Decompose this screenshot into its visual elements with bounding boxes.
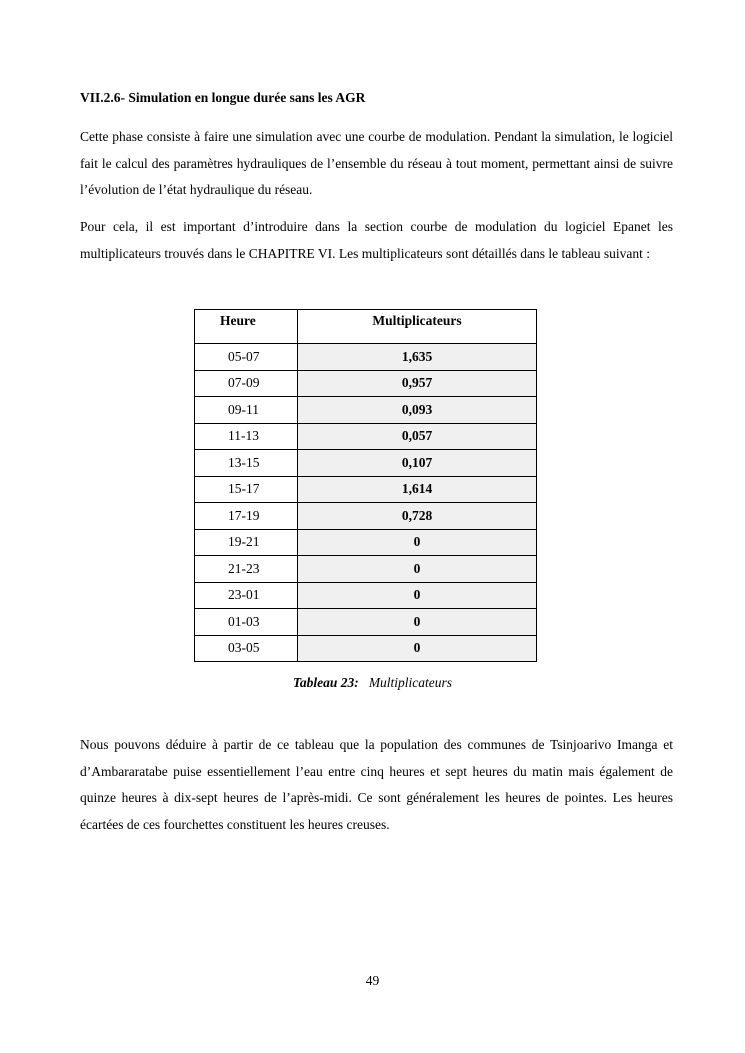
multiplicateur-cell: 0 [298,582,537,609]
heure-cell: 01-03 [195,609,298,636]
multiplicateur-cell: 0,093 [298,397,537,424]
conclusion-paragraph: Nous pouvons déduire à partir de ce tableau que la population des communes de Tsinjoarivo Imanga et d’Ambararatabe puise essentiellement l’eau entre cinq heures et sept heures du matin mais également de quinze heures à dix-sept heures de l’après-midi. Ce sont généralement les heures de pointes. Les heures écartées de ces fourchettes constituent les heures creuses. [80,737,673,832]
multiplicateur-cell: 0 [298,529,537,556]
page-number: 49 [365,973,380,988]
table-row [195,397,537,424]
table-row [195,476,537,503]
table-row [195,609,537,636]
table-row [195,556,537,583]
heure-cell: 19-21 [195,529,298,556]
section-heading: VII.2.6- Simulation en longue durée sans les AGR [80,90,366,105]
table-row [195,582,537,609]
method-paragraph: Pour cela, il est important d’introduire dans la section courbe de modulation du logiciel Epanet les multiplicateurs trouvés dans le CHAPITRE VI. Les multiplicateurs sont détaillés dans le tableau suivant : [80,219,673,261]
table-row [195,529,537,556]
multiplicateur-cell: 1,635 [298,344,537,371]
multiplicateur-cell: 0 [298,609,537,636]
heure-cell: 15-17 [195,476,298,503]
intro-paragraph: Cette phase consiste à faire une simulation avec une courbe de modulation. Pendant la simulation, le logiciel fait le calcul des paramètres hydrauliques de l’ensemble du réseau à tout moment, permettant ainsi de suivre l’évolution de l’état hydraulique du réseau. [80,129,673,197]
heure-cell: 13-15 [195,450,298,477]
caption-label: Tableau 23: [292,675,359,690]
heure-cell: 23-01 [195,582,298,609]
table-row [195,344,537,371]
heure-cell: 17-19 [195,503,298,530]
multiplicateur-cell: 0,957 [298,370,537,397]
header-heure: Heure [195,310,298,344]
multiplicateurs-table [194,309,537,662]
heure-cell: 21-23 [195,556,298,583]
heure-cell: 11-13 [195,423,298,450]
multiplicateur-cell: 0 [298,635,537,662]
table-caption [0,674,745,692]
header-multiplicateurs: Multiplicateurs [298,310,537,344]
table-body [195,344,537,662]
heure-cell: 03-05 [195,635,298,662]
table-row [195,423,537,450]
multiplicateur-cell: 0 [298,556,537,583]
multiplicateur-cell: 0,107 [298,450,537,477]
table-header-row [195,310,537,344]
table-row [195,635,537,662]
table-row [195,503,537,530]
multiplicateur-cell: 0,728 [298,503,537,530]
table-row [195,370,537,397]
heure-cell: 09-11 [195,397,298,424]
multiplicateur-cell: 0,057 [298,423,537,450]
heure-cell: 07-09 [195,370,298,397]
multiplicateur-cell: 1,614 [298,476,537,503]
heure-cell: 05-07 [195,344,298,371]
caption-text: Multiplicateurs [368,675,453,690]
table-row [195,450,537,477]
